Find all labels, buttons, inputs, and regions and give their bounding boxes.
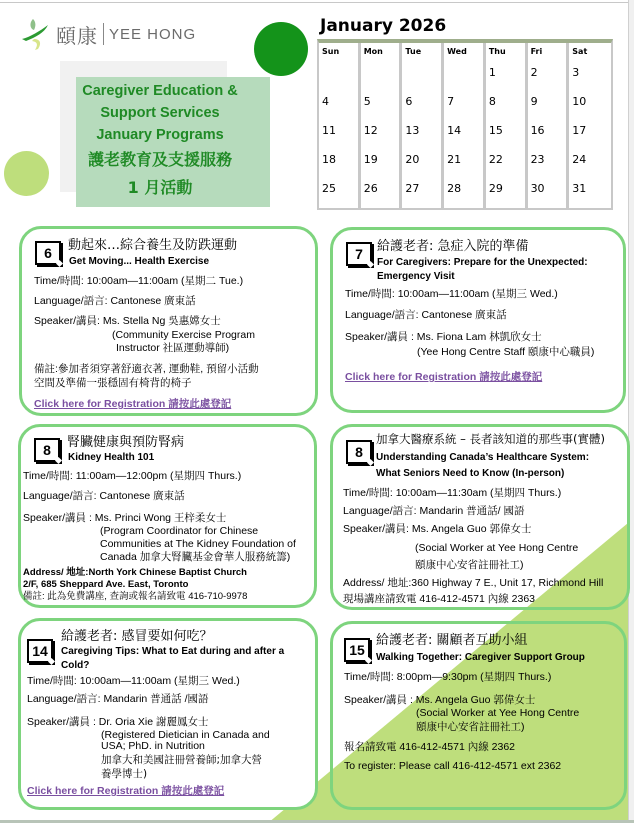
speaker-detail: 頤康中心安省註冊社工) xyxy=(415,559,524,571)
event-title-cn: 動起來…綜合養生及防跌運動 xyxy=(68,238,238,253)
calendar-date xyxy=(444,65,483,94)
event-card-jan-8-healthcare xyxy=(330,424,630,610)
calendar-date: 6 xyxy=(405,95,413,108)
event-card-jan-8-kidney xyxy=(18,424,317,608)
event-note: 現場講座請致電 416-412-4571 內線 2363 xyxy=(343,593,535,605)
speaker-detail: (Registered Dietician in Canada and xyxy=(101,729,270,741)
event-speaker: Speaker/講員: Ms. Angela Guo 郭偉女士 xyxy=(343,523,532,535)
speaker-detail: 頤康中心安省註冊社工) xyxy=(416,721,525,733)
calendar-day-header: Tue xyxy=(405,47,422,56)
event-language: Language/語言: Mandarin 普通話/ 國語 xyxy=(343,505,525,517)
calendar-date: 21 xyxy=(447,153,462,166)
dark-green-circle-decoration xyxy=(254,22,308,76)
event-title-en: Get Moving... Health Exercise xyxy=(69,256,210,267)
event-title-cn: 給護老者: 關顧者互助小組 xyxy=(376,633,528,648)
event-card-jan-15 xyxy=(330,621,627,810)
event-time: Time/時間: 10:00am—11:00am (星期二 Tue.) xyxy=(34,275,244,287)
date-badge: 14 xyxy=(27,639,53,663)
calendar-date: 20 xyxy=(405,153,420,166)
logo-english-name: YEE HONG xyxy=(109,25,197,43)
calendar-date: 4 xyxy=(322,95,329,108)
title-line-4: 護老教育及支援服務 xyxy=(87,150,232,169)
calendar-date: 26 xyxy=(363,182,378,195)
date-badge: 8 xyxy=(34,438,60,462)
logo-separator xyxy=(103,23,104,45)
event-speaker: Speaker/講員 : Ms. Angela Guo 郭偉女士 xyxy=(344,694,536,706)
event-time: Time/時間: 10:00am—11:30am (星期四 Thurs.) xyxy=(343,487,562,499)
event-language: Language/語言: Cantonese 廣東話 xyxy=(345,309,507,321)
calendar-date: 31 xyxy=(572,182,587,195)
speaker-detail: USA; PhD. in Nutrition xyxy=(101,740,205,752)
calendar-date xyxy=(361,65,400,94)
yee-hong-logo xyxy=(20,16,196,52)
calendar-date: 5 xyxy=(363,95,371,108)
calendar-date: 2 xyxy=(530,66,538,79)
calendar-date: 11 xyxy=(322,124,336,137)
calendar-date: 17 xyxy=(572,124,587,137)
speaker-detail: (Social Worker at Yee Hong Centre xyxy=(415,542,579,554)
event-title-en: Walking Together: Caregiver Support Group xyxy=(376,652,585,663)
calendar-title: January 2026 xyxy=(320,16,447,36)
calendar-day-header: Sat xyxy=(572,47,588,56)
registration-link[interactable]: Click here for Registration 請按此處登記 xyxy=(34,398,232,410)
event-title-cn: 加拿大醫療系統 – 長者該知道的那些事(實體) xyxy=(376,432,606,446)
calendar-day-header: Sun xyxy=(322,47,340,56)
event-speaker: Speaker/講員 : Ms. Fiona Lam 林凱欣女士 xyxy=(345,331,542,343)
event-time: Time/時間: 11:00am—12:00pm (星期四 Thurs.) xyxy=(23,470,242,482)
event-title-cn: 腎臟健康與預防腎病 xyxy=(67,435,185,450)
event-card-jan-14 xyxy=(18,618,318,810)
event-address: Address/ 地址:North York Chinese Baptist Church xyxy=(23,567,247,578)
title-line-1: Caregiver Education & xyxy=(82,83,238,99)
calendar-grid xyxy=(317,39,613,210)
calendar-column-wed xyxy=(444,43,486,210)
date-badge: 6 xyxy=(35,241,61,265)
event-language: Language/語言: Cantonese 廣東話 xyxy=(34,295,196,307)
calendar-date: 14 xyxy=(447,124,462,137)
calendar-date: 25 xyxy=(322,182,336,195)
calendar-date: 30 xyxy=(530,182,545,195)
calendar-date: 7 xyxy=(447,95,455,108)
calendar-column-sun xyxy=(319,43,361,210)
calendar-date: 10 xyxy=(572,95,587,108)
calendar-day-header: Wed xyxy=(447,47,467,56)
event-title-en: Understanding Canada’s Healthcare System: xyxy=(376,452,590,463)
calendar-date: 8 xyxy=(488,95,496,108)
light-green-circle-decoration xyxy=(4,151,49,196)
event-language: Language/語言: Cantonese 廣東話 xyxy=(23,490,185,502)
calendar-date: 13 xyxy=(405,124,420,137)
event-title-en-2: Emergency Visit xyxy=(377,271,455,282)
event-card-jan-7 xyxy=(330,227,626,413)
event-title-en: For Caregivers: Prepare for the Unexpected: xyxy=(377,257,588,268)
calendar-day-header: Thu xyxy=(488,47,506,56)
calendar-day-header: Fri xyxy=(530,47,543,56)
calendar-date: 18 xyxy=(322,153,336,166)
event-address: 2/F, 685 Sheppard Ave. East, Toronto xyxy=(23,579,189,590)
speaker-detail: Canada 加拿大腎臟基金會華人服務統籌) xyxy=(100,551,291,563)
event-title-cn: 給護老者: 急症入院的準備 xyxy=(377,239,529,254)
calendar-date: 15 xyxy=(488,124,503,137)
speaker-detail: Instructor 社區運動導師) xyxy=(116,342,230,354)
calendar-date: 3 xyxy=(572,66,580,79)
calendar-date xyxy=(402,65,441,94)
calendar-date: 1 xyxy=(488,66,496,79)
speaker-detail: (Community Exercise Program xyxy=(112,329,255,341)
date-badge: 7 xyxy=(346,242,372,266)
event-note: 備註: 此為免費講座, 查詢或報名請致電 416-710-9978 xyxy=(23,591,248,602)
event-time: Time/時間: 10:00am—11:00am (星期三 Wed.) xyxy=(345,288,558,300)
speaker-detail: 養學博士) xyxy=(101,768,148,780)
event-title-en: Kidney Health 101 xyxy=(68,452,155,463)
calendar-date: 28 xyxy=(447,182,462,195)
title-line-2: Support Services xyxy=(100,105,220,121)
calendar-date: 22 xyxy=(488,153,503,166)
speaker-detail: (Program Coordinator for Chinese xyxy=(100,525,259,537)
calendar-date: 29 xyxy=(488,182,503,195)
event-speaker: Speaker/講員: Ms. Stella Ng 吳惠嫦女士 xyxy=(34,315,221,327)
registration-link[interactable]: Click here for Registration 請按此處登記 xyxy=(345,371,543,383)
title-line-5: 1 月活動 xyxy=(127,178,193,197)
event-speaker: Speaker/講員 : Ms. Princi Wong 王梓柔女士 xyxy=(23,512,227,524)
event-title-en-2: Cold? xyxy=(61,660,90,671)
calendar-column-fri xyxy=(528,43,570,210)
yee-hong-leaf-icon xyxy=(20,17,50,51)
logo-chinese-name: 頤康 xyxy=(56,23,98,48)
register-phone-en: To register: Please call 416-412-4571 ext 2362 xyxy=(344,760,562,772)
registration-link[interactable]: Click here for Registration 請按此處登記 xyxy=(27,785,225,797)
event-title-en-2: What Seniors Need to Know (In-person) xyxy=(376,468,565,479)
event-address: Address/ 地址:360 Highway 7 E., Unit 17, Richmond Hill xyxy=(343,577,604,589)
calendar-column-thu xyxy=(486,43,528,210)
page-edge xyxy=(628,0,634,823)
event-time: Time/時間: 8:00pm—9:30pm (星期四 Thurs.) xyxy=(344,671,552,683)
calendar-date xyxy=(319,65,358,94)
speaker-detail: Communities at The Kidney Foundation of xyxy=(100,538,296,550)
register-phone-cn: 報名請致電 416-412-4571 內線 2362 xyxy=(344,741,515,753)
calendar-column-tue xyxy=(402,43,444,210)
calendar-date: 16 xyxy=(530,124,545,137)
event-speaker: Speaker/講員 : Dr. Oria Xie 謝麗鳳女士 xyxy=(27,716,209,728)
calendar-date: 23 xyxy=(530,153,545,166)
event-title-cn: 給護老者: 感冒要如何吃？ xyxy=(61,629,213,644)
event-language: Language/語言: Mandarin 普通話 /國語 xyxy=(27,693,209,705)
date-badge: 8 xyxy=(346,440,372,464)
page-title xyxy=(60,80,260,202)
title-line-3: January Programs xyxy=(96,127,224,143)
event-note: 空間及準備一張穩固有椅背的椅子 xyxy=(34,377,192,389)
calendar-date: 24 xyxy=(572,153,587,166)
calendar-column-sat xyxy=(569,43,611,210)
event-card-jan-6 xyxy=(19,226,318,416)
calendar-date: 12 xyxy=(363,124,378,137)
calendar-date: 19 xyxy=(363,153,378,166)
calendar-date: 9 xyxy=(530,95,538,108)
speaker-detail: 加拿大和美國註冊營養師;加拿大營 xyxy=(101,754,263,766)
speaker-detail: (Yee Hong Centre Staff 頤康中心職員) xyxy=(417,346,595,358)
calendar-date: 27 xyxy=(405,182,420,195)
event-time: Time/時間: 10:00am—11:00am (星期三 Wed.) xyxy=(27,675,240,687)
event-title-en: Caregiving Tips: What to Eat during and after a xyxy=(61,646,285,657)
calendar-day-header: Mon xyxy=(363,47,383,56)
date-badge: 15 xyxy=(344,638,370,662)
event-note: 備註:參加者須穿著舒適衣著, 運動鞋, 預留小活動 xyxy=(34,363,259,375)
calendar-column-mon xyxy=(361,43,403,210)
speaker-detail: (Social Worker at Yee Hong Centre xyxy=(416,707,580,719)
